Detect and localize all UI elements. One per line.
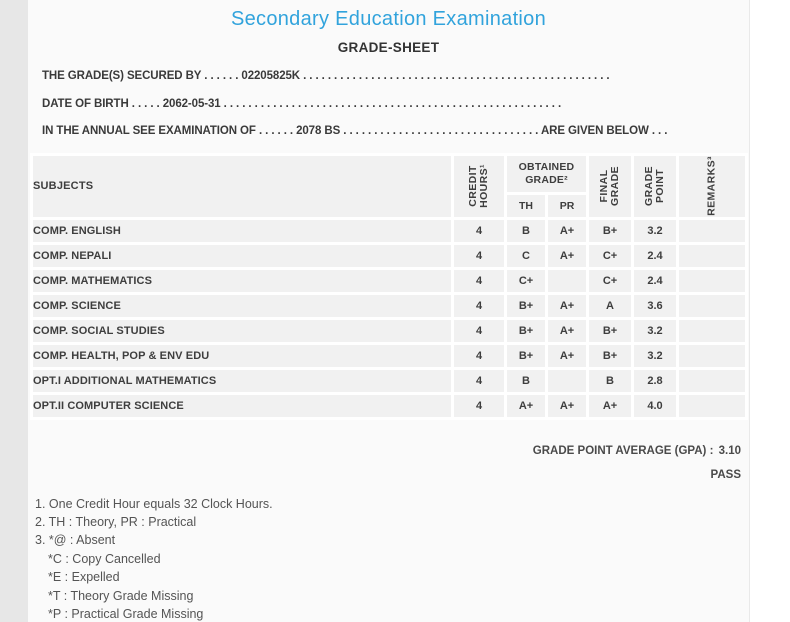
final-grade-cell: B+ xyxy=(589,320,631,342)
table-row xyxy=(33,295,745,317)
table-row xyxy=(33,270,745,292)
subject-cell: COMP. SOCIAL STUDIES xyxy=(33,320,451,342)
obtained-grade-header: OBTAINED GRADE² xyxy=(507,156,586,192)
footnote-expelled: *E : Expelled xyxy=(48,570,120,585)
subject-cell: OPT.I ADDITIONAL MATHEMATICS xyxy=(33,370,451,392)
final-grade-cell: A xyxy=(589,295,631,317)
remarks-cell xyxy=(679,345,745,367)
dotted-leader: . . . xyxy=(651,125,668,137)
examination-year-value: 2078 BS xyxy=(296,125,341,137)
practical-column-header: PR xyxy=(548,195,586,217)
remarks-label: REMARKS³ xyxy=(705,156,718,216)
footnote-theory-missing: *T : Theory Grade Missing xyxy=(48,588,194,603)
remarks-cell xyxy=(679,320,745,342)
subject-cell: COMP. ENGLISH xyxy=(33,220,451,242)
grade-point-cell: 2.4 xyxy=(634,270,676,292)
th-grade-cell: C+ xyxy=(507,270,545,292)
grade-point-cell: 4.0 xyxy=(634,395,676,417)
table-header-row xyxy=(33,156,745,192)
grade-point-cell: 3.2 xyxy=(634,320,676,342)
remarks-header xyxy=(679,156,745,217)
subject-cell: COMP. NEPALI xyxy=(33,245,451,267)
pr-grade-cell xyxy=(548,270,586,292)
gpa-value: 3.10 xyxy=(718,444,741,457)
footnote-th-pr: 2. TH : Theory, PR : Practical xyxy=(35,514,197,529)
grade-sheet-card xyxy=(28,0,750,622)
grade-sheet-subtitle: GRADE-SHEET xyxy=(337,40,440,55)
subject-cell: COMP. HEALTH, POP & ENV EDU xyxy=(33,345,451,367)
symbol-number-value: 02205825K xyxy=(241,70,300,82)
final-grade-cell: A+ xyxy=(589,395,631,417)
dotted-leader: . . . . . . . . . . . . . . . . . . . . . . . . . . . . . . . . . . . . . . . . . . . . . . . . . . xyxy=(303,70,610,82)
grade-point-header xyxy=(634,156,676,217)
credit-hours-vertical-text xyxy=(468,164,490,208)
grade-point-label-line2: POINT xyxy=(654,168,667,204)
credit-hours-cell: 4 xyxy=(454,270,504,292)
final-grade-label-line2: GRADE xyxy=(609,166,622,206)
final-grade-vertical-text xyxy=(599,166,621,206)
examination-year-line xyxy=(42,125,735,138)
gpa-line xyxy=(28,445,741,457)
grade-point-cell: 3.2 xyxy=(634,345,676,367)
dotted-leader: . . . . . . xyxy=(204,70,239,82)
footnote-absent: 3. *@ : Absent xyxy=(35,533,116,548)
subjects-header: SUBJECTS xyxy=(33,156,451,217)
credit-hours-cell: 4 xyxy=(454,245,504,267)
credit-hours-cell: 4 xyxy=(454,395,504,417)
grade-point-cell: 3.6 xyxy=(634,295,676,317)
page-left-margin xyxy=(0,0,28,622)
pr-grade-cell: A+ xyxy=(548,295,586,317)
th-grade-cell: A+ xyxy=(507,395,545,417)
final-grade-label-line1: FINAL xyxy=(598,169,611,203)
pr-grade-cell: A+ xyxy=(548,345,586,367)
final-grade-cell: B+ xyxy=(589,220,631,242)
remarks-cell xyxy=(679,370,745,392)
remarks-cell xyxy=(679,245,745,267)
date-of-birth-value: 2062-05-31 xyxy=(162,97,221,110)
grade-point-cell: 3.2 xyxy=(634,220,676,242)
final-grade-cell: C+ xyxy=(589,270,631,292)
th-grade-cell: B+ xyxy=(507,295,545,317)
table-row xyxy=(33,395,745,417)
date-of-birth-line xyxy=(42,98,735,111)
footnotes xyxy=(35,495,735,622)
footnote-copy-cancelled: *C : Copy Cancelled xyxy=(48,551,161,566)
grade-point-vertical-text xyxy=(644,166,666,206)
gpa-label: GRADE POINT AVERAGE (GPA) : xyxy=(532,444,714,457)
credit-hours-cell: 4 xyxy=(454,320,504,342)
final-grade-cell: B xyxy=(589,370,631,392)
credit-hours-header xyxy=(454,156,504,217)
credit-hours-cell: 4 xyxy=(454,345,504,367)
table-row xyxy=(33,345,745,367)
subject-cell: OPT.II COMPUTER SCIENCE xyxy=(33,395,451,417)
dotted-leader: . . . . . . . . . . . . . . . . . . . . . . . . . . . . . . . . xyxy=(343,125,539,137)
theory-column-header: TH xyxy=(507,195,545,217)
summary-section xyxy=(28,445,749,481)
grades-table xyxy=(30,153,748,420)
subject-cell: COMP. SCIENCE xyxy=(33,295,451,317)
pr-grade-cell: A+ xyxy=(548,245,586,267)
grade-point-label-line1: GRADE xyxy=(643,166,656,206)
pr-grade-cell: A+ xyxy=(548,220,586,242)
secured-by-line xyxy=(42,70,735,83)
grade-point-cell: 2.8 xyxy=(634,370,676,392)
remarks-cell xyxy=(679,220,745,242)
pr-grade-cell: A+ xyxy=(548,320,586,342)
pr-grade-cell: A+ xyxy=(548,395,586,417)
remarks-cell xyxy=(679,395,745,417)
th-grade-cell: C xyxy=(507,245,545,267)
dotted-leader: . . . . . xyxy=(131,97,160,110)
result-status: PASS xyxy=(710,468,741,481)
secured-by-label: THE GRADE(S) SECURED BY xyxy=(42,70,202,82)
final-grade-header xyxy=(589,156,631,217)
remarks-cell xyxy=(679,295,745,317)
th-grade-cell: B xyxy=(507,220,545,242)
th-grade-cell: B+ xyxy=(507,345,545,367)
are-given-below-label: ARE GIVEN BELOW xyxy=(540,125,649,137)
credit-hours-label-line2: HOURS¹ xyxy=(478,164,490,208)
dotted-leader: . . . . . . xyxy=(258,125,293,137)
footnote-credit-hour: 1. One Credit Hour equals 32 Clock Hours. xyxy=(35,496,273,511)
table-row xyxy=(33,220,745,242)
page-title: Secondary Education Examination xyxy=(230,8,547,30)
examination-label: IN THE ANNUAL SEE EXAMINATION OF xyxy=(42,125,256,137)
th-grade-cell: B+ xyxy=(507,320,545,342)
table-row xyxy=(33,370,745,392)
table-row xyxy=(33,245,745,267)
table-row xyxy=(33,320,745,342)
credit-hours-cell: 4 xyxy=(454,370,504,392)
remarks-vertical-text xyxy=(707,156,718,216)
final-grade-cell: C+ xyxy=(589,245,631,267)
remarks-cell xyxy=(679,270,745,292)
pr-grade-cell xyxy=(548,370,586,392)
dotted-leader: . . . . . . . . . . . . . . . . . . . . . . . . . . . . . . . . . . . . . . . . . . . . . . . . . . . . . . . xyxy=(223,97,562,110)
credit-hours-label-line1: CREDIT xyxy=(467,165,479,207)
date-of-birth-label: DATE OF BIRTH xyxy=(42,97,129,110)
footnote-practical-missing: *P : Practical Grade Missing xyxy=(48,606,204,621)
credit-hours-cell: 4 xyxy=(454,220,504,242)
credit-hours-cell: 4 xyxy=(454,295,504,317)
th-grade-cell: B xyxy=(507,370,545,392)
grade-point-cell: 2.4 xyxy=(634,245,676,267)
final-grade-cell: B+ xyxy=(589,345,631,367)
student-info xyxy=(42,70,735,138)
subject-cell: COMP. MATHEMATICS xyxy=(33,270,451,292)
